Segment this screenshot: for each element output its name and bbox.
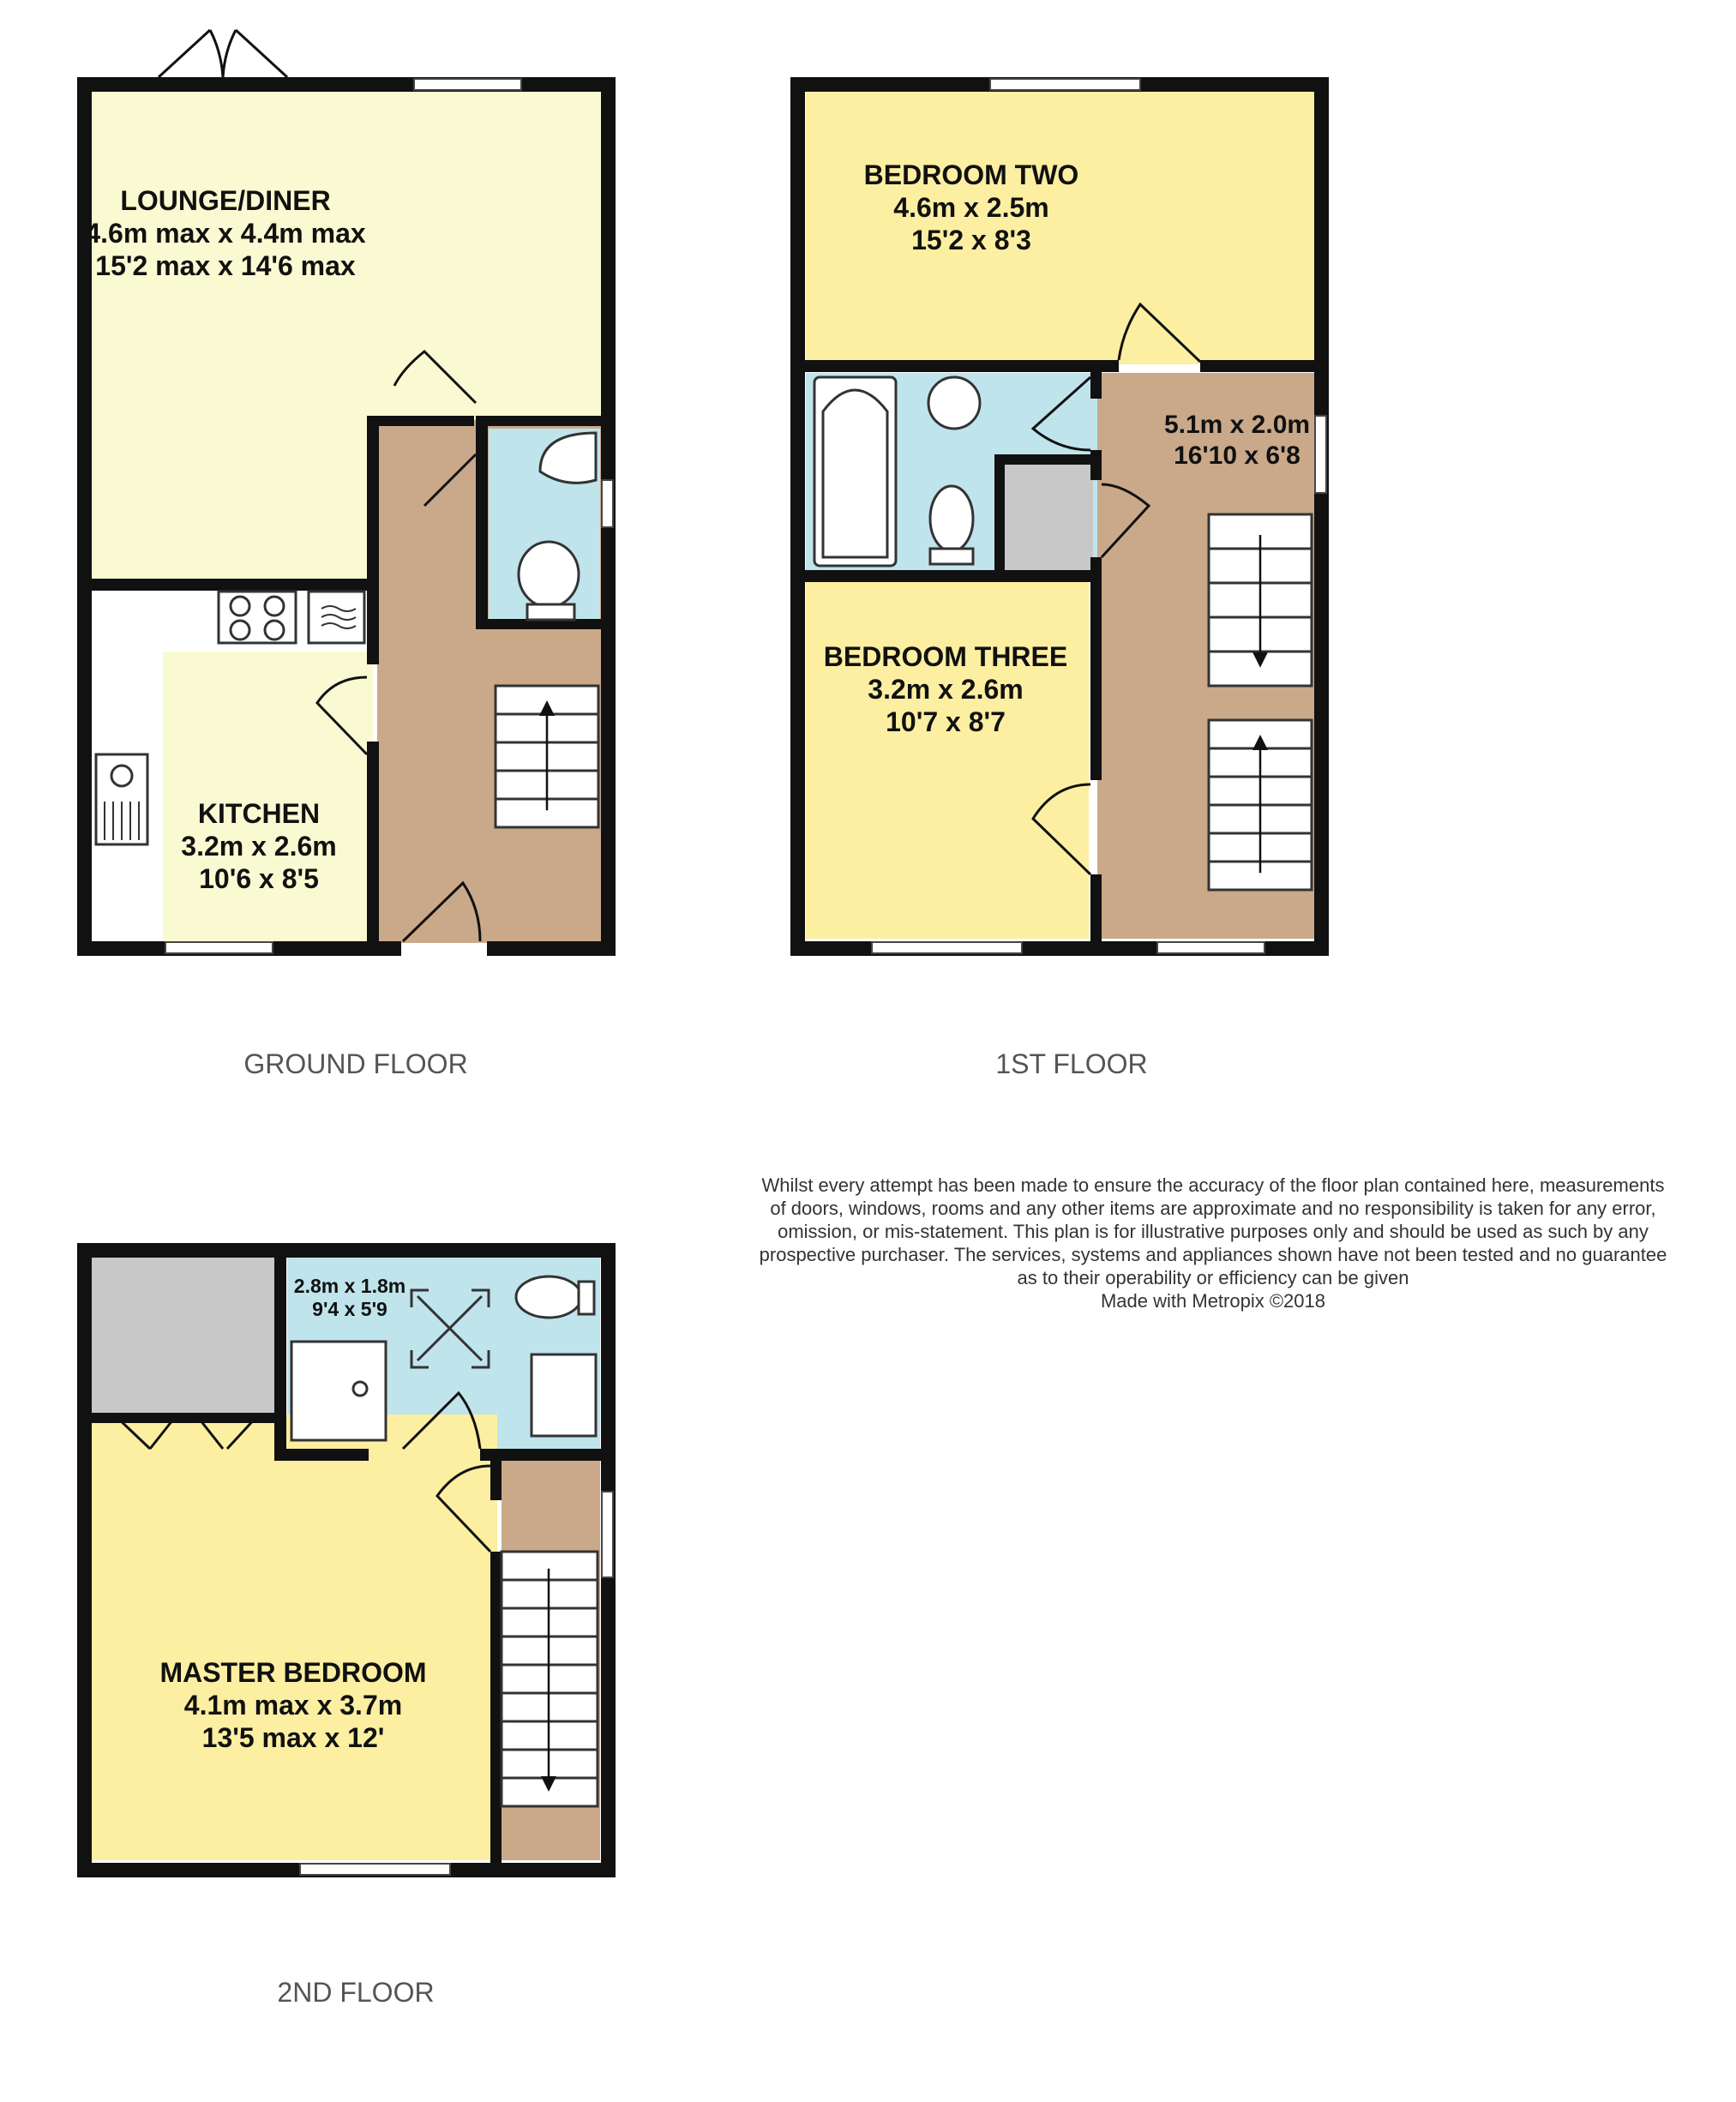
disclaimer-credit: Made with Metropix ©2018: [1100, 1290, 1326, 1312]
wall: [367, 416, 379, 664]
bedroom-two-room: [806, 90, 1320, 364]
first-floor: [790, 77, 1329, 1079]
bedroom-two-metric: 4.6m x 2.5m: [893, 192, 1049, 223]
bedroom-two-imperial: 15'2 x 8'3: [911, 225, 1031, 255]
master-bedroom-name: MASTER BEDROOM: [159, 1657, 427, 1688]
kitchen-name: KITCHEN: [197, 798, 321, 829]
wall: [1314, 77, 1329, 956]
hob: [219, 592, 296, 643]
wall: [77, 1243, 92, 1877]
wall: [487, 941, 616, 956]
toilet-cistern: [930, 549, 973, 564]
window: [165, 942, 273, 953]
wall: [476, 416, 604, 426]
wall: [77, 77, 616, 92]
kitchen-floor: [163, 652, 373, 943]
microwave: [309, 592, 364, 643]
lounge-diner-metric: 4.6m max x 4.4m max: [85, 218, 366, 249]
window: [300, 1864, 450, 1875]
lounge-diner-name: LOUNGE/DINER: [120, 185, 331, 216]
second-floor-stairs: [502, 1552, 598, 1806]
wall: [994, 454, 1097, 465]
wall: [367, 742, 379, 947]
storage-room: [90, 1256, 279, 1414]
landing-metric: 5.1m x 2.0m: [1163, 411, 1311, 439]
bedroom-three-name: BEDROOM THREE: [823, 641, 1068, 672]
wall: [274, 1252, 286, 1457]
ensuite-imperial: 9'4 x 5'9: [312, 1298, 387, 1320]
shower-drain: [353, 1382, 367, 1396]
wall: [790, 77, 805, 956]
hob-ring: [231, 597, 249, 616]
disclaimer: [760, 1174, 1667, 1312]
disclaimer-line: prospective purchaser. The services, systems and appliances shown have not been tested and no guarantee: [759, 1244, 1667, 1265]
disclaimer-line: of doors, windows, rooms and any other items are approximate and no responsibility is taken for any error,: [770, 1198, 1656, 1219]
ground-floor-stairs: [496, 686, 598, 827]
master-bedroom-metric: 4.1m max x 3.7m: [183, 1690, 403, 1721]
wall: [90, 579, 373, 591]
wall: [1090, 874, 1102, 943]
wall: [490, 1552, 502, 1869]
toilet-cistern: [579, 1282, 594, 1314]
wall: [490, 1453, 502, 1500]
second-floor: [77, 1243, 616, 2008]
disclaimer-line: Whilst every attempt has been made to ensure the accuracy of the floor plan contained here, measurements: [761, 1174, 1665, 1196]
window: [1157, 942, 1264, 953]
toilet-cistern: [527, 604, 574, 620]
first-floor-label: 1ST FLOOR: [995, 1048, 1148, 1079]
wall: [476, 416, 488, 628]
disclaimer-line: omission, or mis-statement. This plan is for illustrative purposes only and should be used as such by any: [778, 1221, 1649, 1242]
bedroom-three-metric: 3.2m x 2.6m: [868, 674, 1024, 705]
window: [1315, 416, 1326, 493]
disclaimer-line: as to their operability or efficiency can be given: [1017, 1267, 1409, 1288]
wall: [77, 77, 92, 956]
window: [414, 79, 521, 90]
hob-ring: [265, 621, 284, 640]
wash-basin: [928, 377, 980, 429]
bedroom-three-room: [806, 579, 1089, 939]
sink-bowl: [111, 766, 132, 786]
wall: [367, 416, 474, 426]
shower-tray: [291, 1342, 386, 1440]
master-bedroom-room: [90, 1414, 497, 1860]
ground-floor-label: GROUND FLOOR: [243, 1048, 468, 1079]
kitchen-imperial: 10'6 x 8'5: [199, 863, 319, 894]
toilet: [930, 486, 973, 551]
bedroom-two-name: BEDROOM TWO: [863, 159, 1079, 190]
wall: [274, 1449, 369, 1461]
window: [602, 1492, 613, 1577]
wall: [802, 360, 1119, 372]
hob-ring: [231, 621, 249, 640]
hob-ring: [265, 597, 284, 616]
master-bedroom-imperial: 13'5 max x 12': [201, 1722, 385, 1753]
french-door: [159, 30, 287, 77]
wall: [77, 1243, 616, 1258]
window: [990, 79, 1140, 90]
wall: [994, 454, 1005, 574]
wall: [802, 570, 1102, 582]
toilet: [516, 1276, 581, 1318]
window: [872, 942, 1022, 953]
bedroom-three-imperial: 10'7 x 8'7: [886, 706, 1006, 737]
storage-cupboard: [999, 463, 1093, 570]
kitchen-metric: 3.2m x 2.6m: [181, 831, 337, 862]
wall: [1090, 557, 1102, 780]
ground-floor: [77, 30, 616, 1079]
window: [602, 480, 613, 527]
wash-basin: [532, 1354, 596, 1436]
wall: [1200, 360, 1320, 372]
second-floor-label: 2ND FLOOR: [277, 1977, 435, 2008]
toilet: [519, 542, 579, 607]
lounge-diner-imperial: 15'2 max x 14'6 max: [95, 250, 356, 281]
landing-imperial: 16'10 x 6'8: [1174, 441, 1300, 470]
bathtub-inner: [823, 390, 887, 557]
wall: [1090, 360, 1102, 399]
ensuite-metric: 2.8m x 1.8m: [293, 1275, 406, 1297]
